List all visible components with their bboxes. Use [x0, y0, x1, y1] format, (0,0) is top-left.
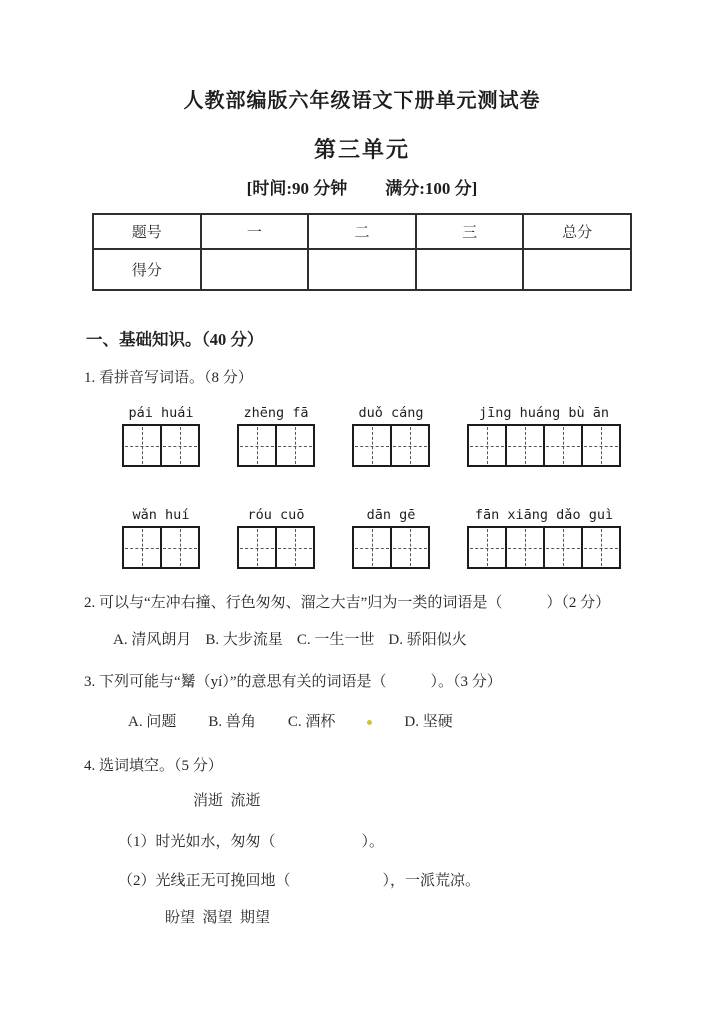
question-3-text-pre: 3. 下列可能与“觺（yí）”的意思有关的词语是（ — [84, 674, 387, 690]
score-table-header-cell: 题号 — [93, 214, 201, 249]
option-a: A. 清风朗月 — [113, 632, 192, 648]
pinyin-label: wǎn huí — [132, 507, 190, 523]
tianzige-cell — [354, 426, 392, 465]
pinyin-word-block — [122, 507, 200, 569]
writing-grid — [237, 526, 315, 569]
score-table-header-row — [93, 214, 631, 249]
item-2-text-post: ），一派荒凉。 — [382, 873, 481, 889]
tianzige-cell — [162, 426, 198, 465]
score-table-header-cell: 二 — [308, 214, 416, 249]
tianzige-cell — [277, 528, 313, 567]
question-3-options — [128, 714, 724, 731]
pinyin-word-block — [122, 405, 200, 467]
tianzige-cell — [239, 528, 277, 567]
option-b: B. 大步流星 — [205, 632, 283, 648]
word-bank-2: 盼望 渴望 期望 — [165, 910, 271, 926]
writing-grid — [467, 424, 621, 467]
option-c: C. 一生一世 — [296, 632, 375, 648]
question-2-text-pre: 2. 可以与“左冲右撞、行色匆匆、溜之大吉”归为一类的词语是（ — [84, 595, 503, 611]
tianzige-cell — [469, 426, 507, 465]
question-4-text: 4. 选词填空。（5 分） — [84, 758, 223, 774]
score-row-label: 得分 — [93, 249, 201, 290]
option-d: D. 坚硬 — [404, 714, 453, 730]
pinyin-label: róu cuō — [247, 507, 305, 523]
tianzige-cell — [583, 426, 619, 465]
tianzige-cell — [392, 528, 428, 567]
option-b: B. 兽角 — [208, 714, 256, 730]
item-1-text-pre: （1）时光如水，匆匆（ — [118, 834, 276, 850]
time-limit-label: [时间:90 分钟 — [246, 179, 348, 198]
pinyin-label: zhēng fā — [243, 405, 309, 421]
tianzige-cell — [583, 528, 619, 567]
pinyin-label: jīng huáng bù ān — [478, 405, 610, 421]
pinyin-word-block — [467, 405, 621, 467]
item-2-text-pre: （2）光线正无可挽回地（ — [118, 873, 291, 889]
writing-grid — [352, 424, 430, 467]
tianzige-cell — [354, 528, 392, 567]
question-2-text-post: ）（2 分） — [546, 595, 611, 611]
score-cell — [201, 249, 309, 290]
option-d: D. 骄阳似火 — [388, 632, 467, 648]
question-2-options — [113, 632, 724, 649]
tianzige-cell — [124, 528, 162, 567]
writing-grid — [122, 424, 200, 467]
tianzige-cell — [124, 426, 162, 465]
question-4-item-1 — [118, 834, 724, 851]
score-table-header-cell: 三 — [416, 214, 524, 249]
item-1-text-post: ）。 — [361, 834, 385, 850]
question-1-text: 1. 看拼音写词语。（8 分） — [84, 370, 253, 386]
tianzige-cell — [392, 426, 428, 465]
pinyin-label: dān gē — [366, 507, 416, 523]
pinyin-word-block — [352, 405, 430, 467]
tianzige-cell — [507, 426, 545, 465]
tianzige-cell — [545, 528, 583, 567]
question-4-item-2 — [118, 873, 724, 890]
writing-grid — [122, 526, 200, 569]
tianzige-cell — [507, 528, 545, 567]
tianzige-cell — [545, 426, 583, 465]
pinyin-grid-row — [122, 405, 724, 467]
pinyin-word-block — [237, 405, 315, 467]
score-table — [92, 213, 632, 291]
writing-grid — [352, 526, 430, 569]
tianzige-cell — [162, 528, 198, 567]
score-cell — [416, 249, 524, 290]
unit-title: 第三单元 — [313, 137, 410, 162]
tianzige-cell — [277, 426, 313, 465]
pinyin-word-block — [467, 507, 621, 569]
word-bank-1: 消逝 流逝 — [193, 793, 261, 809]
time-score-line — [0, 180, 724, 198]
option-c: C. 酒杯 — [287, 714, 336, 730]
score-table-header-cell: 一 — [201, 214, 309, 249]
pinyin-grid-row — [122, 507, 724, 569]
pinyin-word-block — [237, 507, 315, 569]
pinyin-label: duǒ cáng — [358, 405, 424, 421]
full-score-label: 满分:100 分] — [385, 179, 478, 198]
section-1-heading: 一、基础知识。（40 分） — [86, 330, 264, 349]
question-3-text-post: ）。（3 分） — [430, 674, 502, 690]
score-cell — [308, 249, 416, 290]
scan-artifact-dot — [367, 720, 372, 725]
score-cell — [523, 249, 631, 290]
option-a: A. 问题 — [128, 714, 177, 730]
writing-grid — [467, 526, 621, 569]
writing-grid — [237, 424, 315, 467]
score-table-header-cell: 总分 — [523, 214, 631, 249]
pinyin-label: fān xiāng dǎo guì — [474, 507, 614, 523]
pinyin-word-block — [352, 507, 430, 569]
paper-title: 人教部编版六年级语文下册单元测试卷 — [183, 90, 541, 112]
question-3-text — [84, 674, 724, 691]
score-table-score-row — [93, 249, 631, 290]
pinyin-label: pái huái — [128, 405, 194, 421]
tianzige-cell — [239, 426, 277, 465]
tianzige-cell — [469, 528, 507, 567]
question-2-text — [84, 595, 724, 612]
